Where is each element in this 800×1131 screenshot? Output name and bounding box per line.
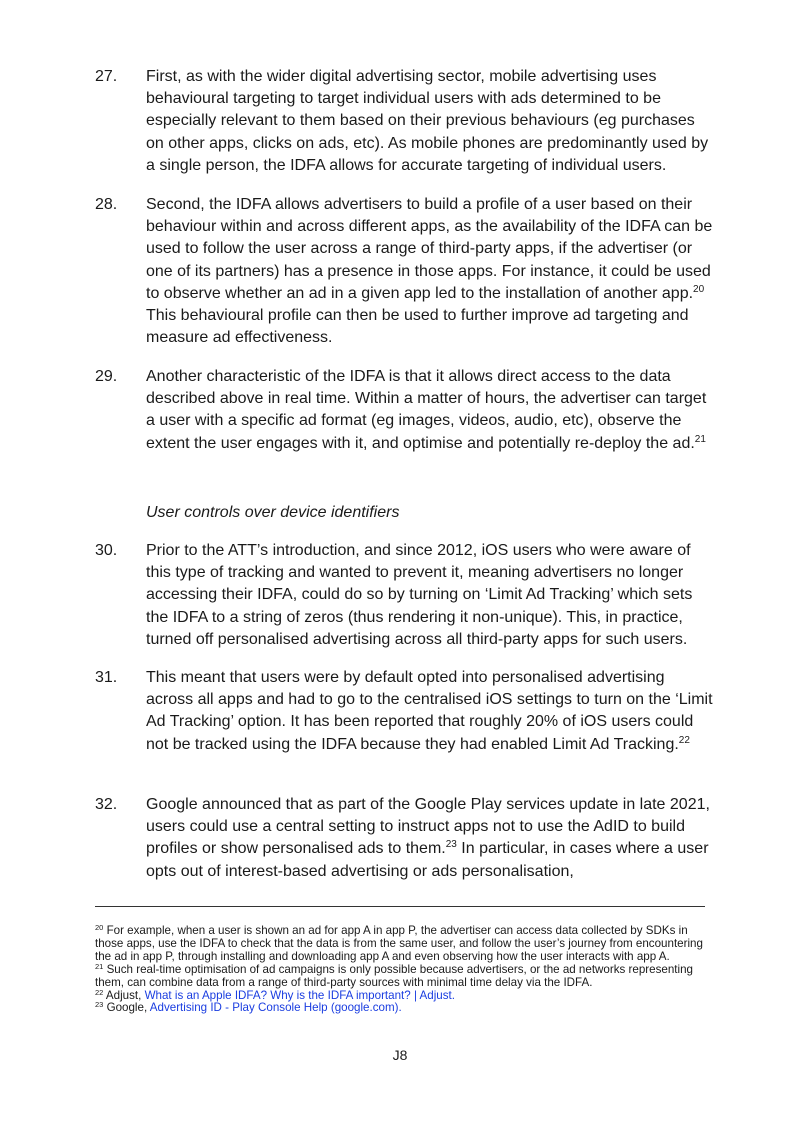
paragraph-text: Prior to the ATT’s introduction, and since 2012, iOS users who were aware of this type of tracking and wanted to prevent it, meaning advertisers no longer accessing their IDFA, could do so by turning on ‘Limit Ad Tracking’ which sets the IDFA to a string of zeros (thus rendering it non-unique). This, in practice, turned off personalised advertising across all third-party apps for such users. <box>146 542 693 648</box>
footnotes <box>95 925 707 1015</box>
paragraph-32 <box>95 794 715 883</box>
paragraph-text: This meant that users were by default opted into personalised advertising across all apps and had to go to the centralised iOS settings to turn on the ‘Limit Ad Tracking’ option. It has been reported that roughly 20% of iOS users could not be tracked using the IDFA because they had enabled Limit Ad Tracking.$^{22}$ <box>146 669 713 753</box>
paragraph-31 <box>95 667 715 756</box>
paragraph-number: 31. <box>95 669 118 686</box>
section-subheading: User controls over device identifiers <box>146 504 400 521</box>
footnote-20: $^{20}$ For example, when a user is shown an ad for app A in app P, the advertiser can access data collected by SDKs in those apps, use the IDFA to check that the data is from the same user, and follow the user’s journey from encountering the ad in app P, through installing and downloading app A and even observing how the user interacts with app A. <box>95 923 703 963</box>
paragraph-number: 28. <box>95 196 118 213</box>
footnote-number: 22 <box>95 987 104 997</box>
footnote-number: 20 <box>95 923 104 932</box>
paragraph-number: 32. <box>95 796 118 813</box>
paragraph-29 <box>95 366 715 455</box>
footnote-number: 23 <box>95 1000 104 1010</box>
footnote-number: 21 <box>95 961 104 971</box>
footnote-22-link[interactable]: What is an Apple IDFA? Why is the IDFA important? | Adjust. <box>144 988 455 1002</box>
footnote-23: $^{23}$ Google, Advertising ID - Play Console Help (google.com). <box>95 1000 402 1015</box>
paragraph-text: Google announced that as part of the Google Play services update in late 2021, users could use a central setting to instruct apps not to use the AdID to build profiles or show personalised ads to them.$^{23}$ In particular, in cases where a user opts out of interest-based advertising or ads personalisation, <box>146 796 710 880</box>
page-number: J8 <box>392 1047 408 1063</box>
footnote-divider <box>95 906 705 907</box>
footnote-ref-23[interactable]: 23 <box>445 839 457 851</box>
paragraph-number: 27. <box>95 68 118 85</box>
footnote-ref-22[interactable]: 22 <box>678 734 690 746</box>
paragraph-text: Another characteristic of the IDFA is that it allows direct access to the data described above in real time. Within a matter of hours, the advertiser can target a user with a specific ad format (eg images, videos, audio, etc), observe the extent the user engages with it, and optimise and potentially re-deploy the ad.$^{21}$ <box>146 368 707 452</box>
paragraph-number: 29. <box>95 368 118 385</box>
footnote-21: $^{21}$ Such real-time optimisation of ad campaigns is only possible because advertisers, or the ad networks representing them, can combine data from a range of third-party sources with minimal time delay via the IDFA. <box>95 961 693 989</box>
footnote-ref-21[interactable]: 21 <box>694 433 706 445</box>
paragraph-number: 30. <box>95 542 118 559</box>
footnote-ref-20[interactable]: 20 <box>693 283 705 295</box>
paragraph-text: First, as with the wider digital advertising sector, mobile advertising uses behavioural targeting to target individual users with ads determined to be especially relevant to them based on their previous behaviours (eg purchases on other apps, clicks on ads, etc). As mobile phones are predominantly used by a single person, the IDFA allows for accurate targeting of individual users. <box>146 68 709 174</box>
paragraph-28 <box>95 194 715 349</box>
paragraph-27 <box>95 66 715 177</box>
footnote-22: $^{22}$ Adjust, What is an Apple IDFA? Why is the IDFA important? | Adjust. <box>95 987 455 1002</box>
footnote-23-link[interactable]: Advertising ID - Play Console Help (google.com). <box>149 1001 402 1015</box>
paragraph-text: Second, the IDFA allows advertisers to build a profile of a user based on their behaviour within and across different apps, as the availability of the IDFA can be used to follow the user across a range of third-party apps, if the advertiser (or one of its partners) has a presence in those apps. For instance, it could be used to observe whether an ad in a given app led to the installation of another app.$^{20}$ This behavioural profile can then be used to further improve ad targeting and measure ad effectiveness. <box>146 196 713 347</box>
paragraph-30 <box>95 540 715 651</box>
